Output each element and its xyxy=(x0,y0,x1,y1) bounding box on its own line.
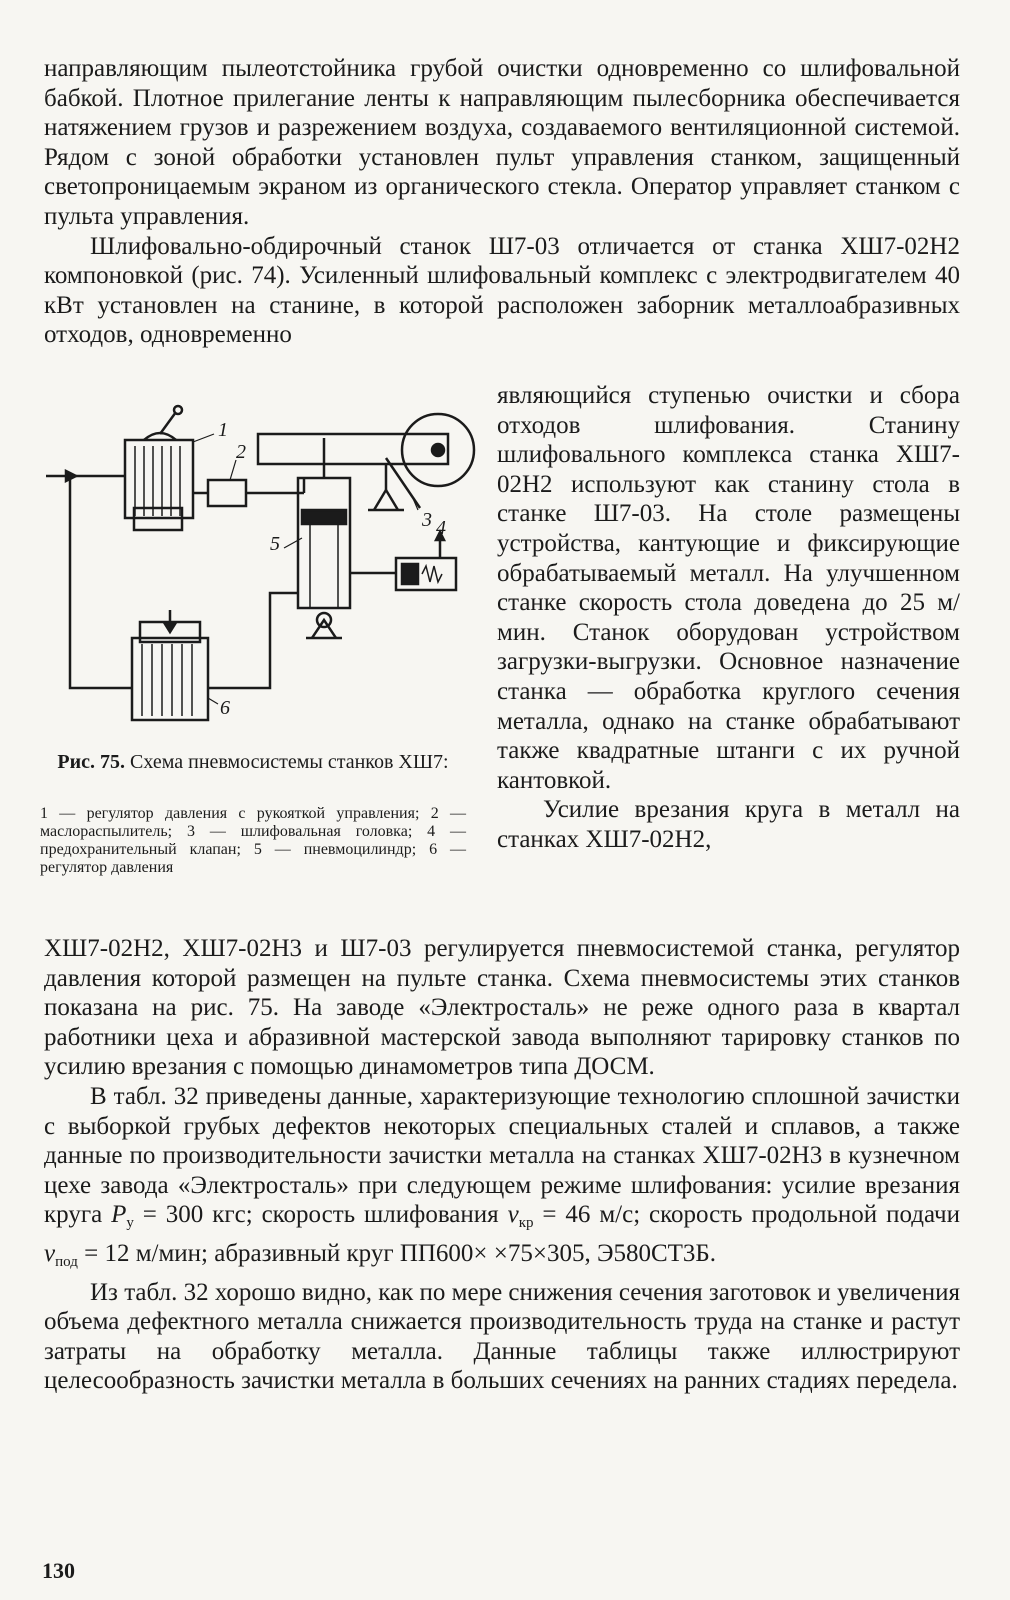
paragraph-with-formula: В табл. 32 приведены данные, характеризующие технологию сплошной зачистки с выборкой грубых дефектов некоторых специальных сталей и сплавов, а также данные по производительности зачистки металла на станках ХШ7-02Н3 в кузнечном цехе завода «Электросталь» при следующем режиме шлифования: усилие врезания круга $P_у = 300$ кгс; скорость шлифования $v_{кр} = 46$ м/с; скорость продольной подачи $v_{под} = 12$ м/мин; абразивный круг ПП600× ×75×305, Э580СТ3Б. xyxy=(44,1082,961,1270)
label-5: 5 xyxy=(270,533,280,555)
figure-legend-text: 1 — регулятор давления с рукояткой управления; 2 — маслораспылитель; 3 — шлифовальная головка; 4 — предохранительный клапан; 5 — пневмоцилиндр; 6 — регулятор давления xyxy=(40,805,466,876)
figure-caption-label: Рис. 75. xyxy=(57,751,126,773)
paragraph: являющийся ступенью очистки и сбора отходов шлифования. Станину шлифовального комплекса станка ХШ7-02Н2 используют как станину стола в станке Ш7-03. На столе размещены устройства, кантующие и фиксирующие обрабатываемый металл. На улучшенном станке скорость стола доведена до 25 м/мин. Станок оборудован устройством загрузки-выгрузки. Основное назначение станка — обработка круглого сечения металла, однако на станке обрабатывают также квадратные штанги с их ручной кантовкой. xyxy=(497,382,960,794)
cylinder-piston xyxy=(302,510,346,524)
control-handle xyxy=(160,412,176,434)
label-3: 3 xyxy=(422,509,432,531)
page-number: 130 xyxy=(42,1558,75,1583)
paragraph: Из табл. 32 хорошо видно, как по мере снижения сечения заготовок и увеличения объема дефектного металла снижается производительность труда на станке и растут затраты на обработку металла. Данные таблицы также иллюстрируют целесообразность зачистки металла в больших сечениях на ранних стадиях передела. xyxy=(44,1278,960,1395)
figure-legend xyxy=(40,805,466,877)
label-1: 1 xyxy=(218,419,228,441)
supply-line-left xyxy=(70,476,132,688)
handle-knob xyxy=(174,406,182,414)
paragraph: Усилие врезания круга в металл на станках ХШ7-02Н2, xyxy=(497,796,960,853)
text-block-top xyxy=(44,54,960,350)
paragraph: направляющим пылеотстойника грубой очистки одновременно со шлифовальной бабкой. Плотное прилегание ленты к направляющим пылесборника обеспечивается натяжением грузов и разрежением воздуха, создаваемого вентиляционной системой. Рядом с зоной обработки установлен пульт управления станком, защищенный светопроницаемым экраном из органического стекла. Оператор управляет станком с пульта управления. xyxy=(44,55,960,230)
text-block-bottom xyxy=(44,934,960,1396)
grinding-arm xyxy=(258,434,448,464)
figure-caption xyxy=(40,750,466,774)
pressure-regulator-6 xyxy=(132,638,208,720)
label-2: 2 xyxy=(236,441,246,463)
paragraph: Шлифовально-обдирочный станок Ш7-03 отличается от станка ХШ7-02Н2 компоновкой (рис. 74). Усиленный шлифовальный комплекс с электродвигателем 40 кВт установлен на станине, в которой расположен заборник металлоабразивных отходов, одновременно xyxy=(44,232,960,349)
text-block-wrap-right xyxy=(497,381,960,855)
pneumatic-scheme-diagram xyxy=(40,398,480,738)
oil-sprayer-2 xyxy=(208,480,246,506)
label-6: 6 xyxy=(220,697,230,719)
figure-caption-text: Схема пневмосистемы станков ХШ7: xyxy=(130,751,449,773)
pneumatic-cylinder-5 xyxy=(298,478,350,608)
paragraph: ХШ7-02Н2, ХШ7-02Н3 и Ш7-03 регулируется пневмосистемой станка, регулятор давления которой размещен на пульте станка. Схема пневмосистемы этих станков показана на рис. 75. На заводе «Электросталь» не реже одного раза в квартал работники цеха и абразивной мастерской завода выполняют тарировку станков по усилию врезания с помощью динамометров типа ДОСМ. xyxy=(44,935,960,1081)
label-4: 4 xyxy=(436,517,446,539)
pneumatic-scheme-figure xyxy=(40,398,480,738)
